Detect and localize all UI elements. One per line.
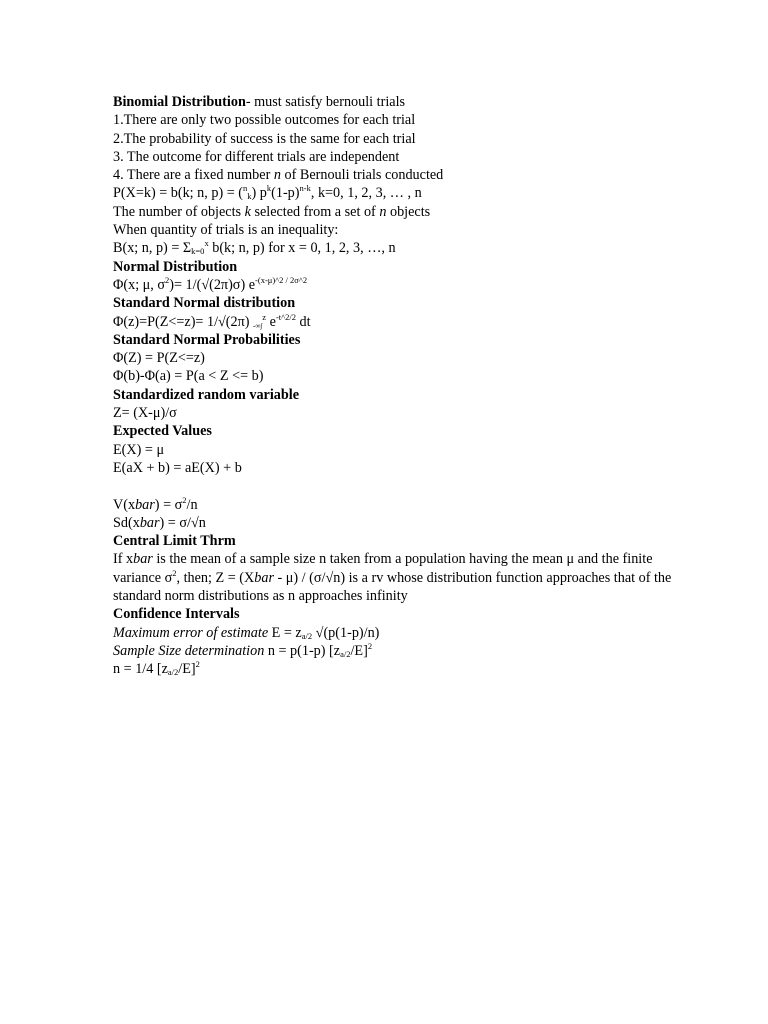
objects-text-a: The number of objects <box>113 203 245 220</box>
normal-pdf-formula <box>113 276 673 294</box>
clt-bar-2: bar <box>254 569 274 586</box>
clt-part-c: , then; Z = (X <box>176 569 255 586</box>
expected-heading: Expected Values <box>113 423 212 440</box>
var-part-a: V(x <box>113 496 136 513</box>
cdf-sub: k=0 <box>191 246 205 257</box>
std-prob-heading-line <box>113 331 673 349</box>
bernoulli-4-text-b: of Bernouli trials conducted <box>280 167 444 184</box>
clt-part-a: If x <box>113 551 134 568</box>
var-part-c: /n <box>186 496 198 513</box>
n-quarter-part-a: n = 1/4 [z <box>113 661 168 678</box>
clt-heading: Central Limit Thrm <box>113 533 236 550</box>
standardized-heading: Standardized random variable <box>113 386 300 403</box>
document-page <box>113 93 673 679</box>
cdf-part-a: B(x; n, p) = Σ <box>113 240 192 257</box>
bernoulli-condition-2: 2.The probability of success is the same for each trial <box>113 130 416 147</box>
clt-bar: bar <box>133 551 153 568</box>
binomial-pmf-formula <box>113 184 673 202</box>
expected-formula-1: E(X) = μ <box>113 441 165 458</box>
normal-heading-line <box>113 258 673 276</box>
std-prob-formula-1: Φ(Z) = P(Z<=z) <box>113 350 205 367</box>
pmf-k-sub: k <box>247 191 252 202</box>
std-normal-part-b: e <box>266 313 276 330</box>
normal-part-b: )= 1/(√(2π)σ) e <box>169 276 256 293</box>
standardized-formula: Z= (X-μ)/σ <box>113 405 177 422</box>
std-normal-z-sup: z <box>262 311 267 322</box>
objects-text-c: objects <box>386 203 431 220</box>
bernoulli-4-n: n <box>273 167 281 184</box>
sample-size-formula <box>113 642 673 660</box>
n-quarter-sq-sup: 2 <box>195 659 200 670</box>
clt-heading-line <box>113 532 673 550</box>
n-quarter-sub: a/2 <box>167 667 179 678</box>
clt-paragraph <box>113 550 673 605</box>
n-quarter-part-b: /E] <box>178 661 196 678</box>
pmf-n-sup: n <box>243 183 248 194</box>
std-normal-heading: Standard Normal distribution <box>113 295 296 312</box>
sample-sub: a/2 <box>340 648 351 659</box>
n-quarter-formula <box>113 660 673 678</box>
sample-part-b: /E] <box>350 642 368 659</box>
clt-sq-sup: 2 <box>172 567 177 578</box>
blank-line <box>113 477 673 495</box>
clt-part-b: is the mean of a sample size n taken from a population having the mean μ and the finite variance σ <box>113 551 653 586</box>
std-normal-cdf-formula <box>113 313 673 331</box>
bernoulli-4-text-a: 4. There are a fixed number <box>113 167 274 184</box>
std-normal-exp-sup: -t^2/2 <box>275 311 296 322</box>
max-error-formula <box>113 624 673 642</box>
bernoulli-condition-3: 3. The outcome for different trials are independent <box>113 148 400 165</box>
pmf-part-b: ) p <box>251 185 267 202</box>
sd-formula <box>113 514 673 532</box>
max-error-label: Maximum error of estimate <box>113 624 269 641</box>
pmf-k-sup: k <box>266 183 272 194</box>
sd-part-b: ) = σ/√n <box>159 514 206 531</box>
pmf-part-a: P(X=k) = b(k; n, p) = ( <box>113 185 244 202</box>
pmf-part-d: , k=0, 1, 2, 3, … , n <box>310 185 422 202</box>
sd-bar: bar <box>139 514 160 531</box>
binomial-heading-line <box>113 93 673 111</box>
binomial-heading: Binomial Distribution <box>113 94 246 110</box>
normal-part-a: Φ(x; μ, σ <box>113 276 166 293</box>
normal-sq-sup: 2 <box>165 274 170 285</box>
inequality-line: When quantity of trials is an inequality: <box>113 222 339 239</box>
max-error-sub: a/2 <box>301 630 313 641</box>
bernoulli-condition-4 <box>113 166 673 184</box>
max-error-part-b: √(p(1-p)/n) <box>312 624 380 641</box>
expected-formula-2: E(aX + b) = aE(X) + b <box>113 459 242 476</box>
pmf-nk-sup: n-k <box>299 183 311 194</box>
cdf-sup: x <box>204 238 209 249</box>
var-bar: bar <box>135 496 155 513</box>
pmf-part-c: (1-p) <box>271 185 300 202</box>
binomial-heading-rest: - must satisfy bernouli trials <box>245 94 406 110</box>
variance-formula <box>113 496 673 514</box>
max-error-part-a: E = z <box>268 624 302 641</box>
objects-text-b: selected from a set of <box>250 203 380 220</box>
std-normal-heading-line <box>113 294 673 312</box>
var-part-b: ) = σ <box>154 496 183 513</box>
sample-size-label: Sample Size determination <box>113 642 265 659</box>
ci-heading-line <box>113 605 673 623</box>
standardized-heading-line <box>113 386 673 404</box>
objects-selected-line <box>113 203 673 221</box>
var-sq-sup: 2 <box>182 494 187 505</box>
std-normal-part-c: dt <box>295 313 311 330</box>
std-prob-heading: Standard Normal Probabilities <box>113 331 301 348</box>
sd-part-a: Sd(x <box>113 514 140 531</box>
sample-sq-sup: 2 <box>367 640 373 651</box>
std-normal-integral: -∞∫ <box>253 321 263 330</box>
bernoulli-condition-1: 1.There are only two possible outcomes for each trial <box>113 112 416 129</box>
std-normal-part-a: Φ(z)=P(Z<=z)= 1/√(2π) <box>113 313 254 330</box>
std-prob-formula-2: Φ(b)-Φ(a) = P(a < Z <= b) <box>113 368 264 385</box>
normal-exp-sup: -(x-μ)^2 / 2σ^2 <box>255 274 308 285</box>
binomial-cdf-formula <box>113 239 673 257</box>
normal-heading: Normal Distribution <box>113 258 238 275</box>
cdf-part-b: b(k; n, p) for x = 0, 1, 2, 3, …, n <box>208 240 396 257</box>
objects-n: n <box>379 203 387 220</box>
clt-part-d: - μ) / (σ/√n) is a rv whose distribution function approaches that of the standard norm distributions as n approaches infinity <box>113 569 672 605</box>
sample-part-a: n = p(1-p) [z <box>264 642 341 659</box>
objects-k: k <box>244 203 251 220</box>
ci-heading: Confidence Intervals <box>113 606 240 623</box>
expected-heading-line <box>113 422 673 440</box>
